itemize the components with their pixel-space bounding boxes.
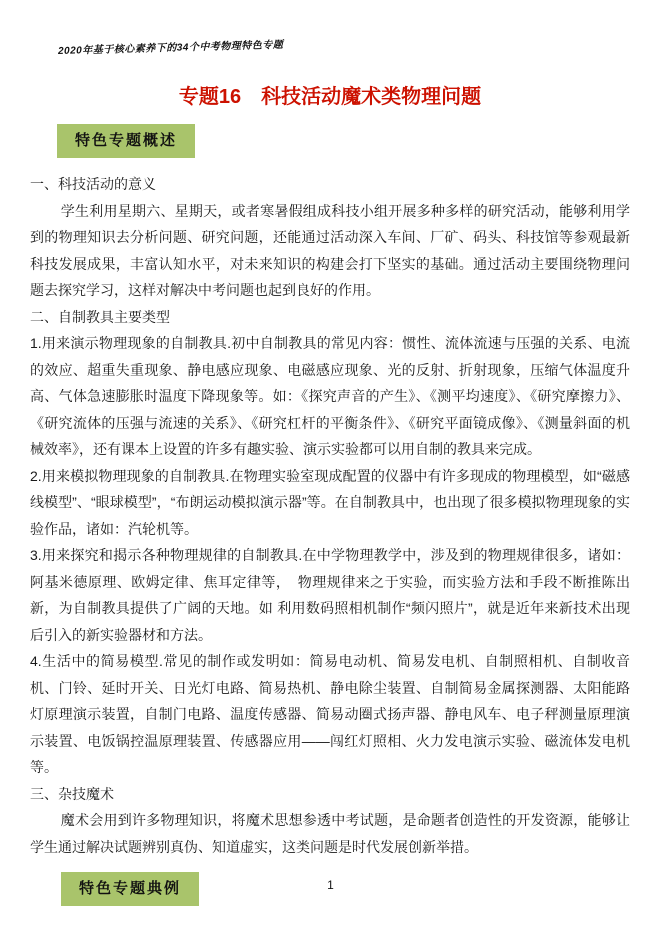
section-heading: 二、自制教具主要类型 [30, 308, 170, 325]
header-note: 2020年基于核心素养下的34个中考物理特色专题 [57, 39, 284, 57]
section-heading: 三、杂技魔术 [30, 785, 114, 802]
page-title: 专题16 科技活动魔术类物理问题 [178, 86, 482, 108]
document-body [30, 171, 630, 860]
paragraph: 4.生活中的简易模型.常见的制作或发明如：简易电动机、简易发电机、自制照相机、自制收音机、门铃、延时开关、日光灯电路、简易热机、静电除尘装置、自制简易金属探测器、太阳能路灯原理演示装置，自制门电路、温度传感器、简易动圈式扬声器、静电风车、电子秤测量原理演示装置、电饭锅控温原理装置、传感器应用——闯红灯照相、火力发电演示实验、磁流体发电机等。 [30, 653, 630, 775]
section-badge-examples: 特色专题典例 [61, 872, 199, 906]
paragraph: 学生利用星期六、星期天，或者寒暑假组成科技小组开展多种多样的研究活动，能够利用学到的物理知识去分析问题、研究问题，还能通过活动深入车间、厂矿、码头、科技馆等参观最新科技发展成果，丰富认知水平，对未来知识的构建会打下坚实的基础。通过活动主要围绕物理问题去探究学习，这样对解决中考问题也起到良好的作用。 [30, 202, 630, 298]
paragraph: 1.用来演示物理现象的自制教具.初中自制教具的常见内容：惯性、流体流速与压强的关系、电流的效应、超重失重现象、静电感应现象、电磁感应现象、光的反射、折射现象，压缩气体温度升高、气体急速膨胀时温度下降现象等。如：《探究声音的产生》、《测平均速度》、《研究摩擦力》、《研究流体的压强与流速的关系》、《研究杠杆的平衡条件》、《研究平面镜成像》、《测量斜面的机械效率》，还有课本上设置的许多有趣实验、演示实验都可以用自制的教具来完成。 [30, 335, 630, 457]
paragraph: 魔术会用到许多物理知识，将魔术思想参透中考试题，是命题者创造性的开发资源，能够让学生通过解决试题辨别真伪、知道虚实，这类问题是时代发展创新举措。 [30, 812, 630, 855]
section-badge-overview: 特色专题概述 [57, 124, 195, 158]
page-number: 1 [327, 878, 334, 892]
paragraph: 2.用来模拟物理现象的自制教具.在物理实验室现成配置的仪器中有许多现成的物理模型，如“磁感线模型”、“眼球模型”，“布朗运动模拟演示器”等。在自制教具中，也出现了很多模拟物理现象的实验作品，诸如：汽轮机等。 [30, 467, 630, 537]
section-heading: 一、科技活动的意义 [30, 176, 156, 192]
paragraph: 3.用来探究和揭示各种物理规律的自制教具.在中学物理教学中，涉及到的物理规律很多，诸如：阿基米德原理、欧姆定律、焦耳定律等， 物理规律来之于实验，而实验方法和手段不断推陈出新，为自制教具提供了广阔的天地。如 利用数码照相机制作“频闪照片”，就是近年来新技术出现后引入的新实验器材和方法。 [30, 547, 630, 643]
